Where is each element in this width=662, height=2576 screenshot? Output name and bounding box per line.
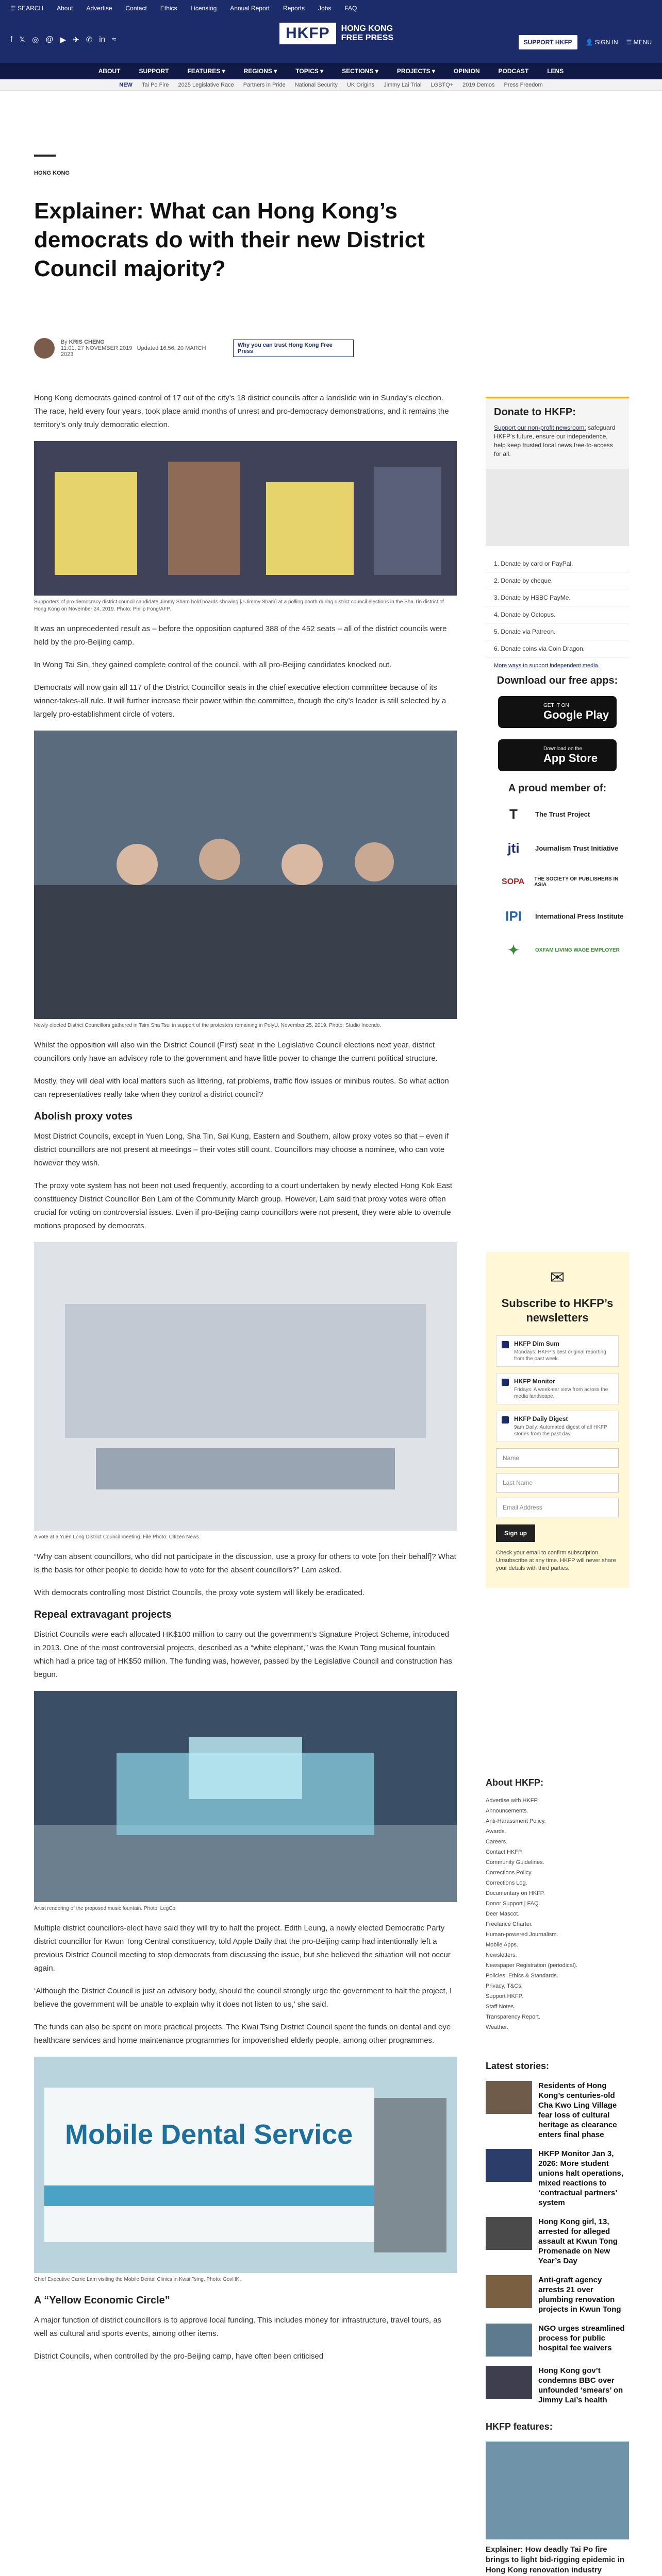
story-item[interactable]: Hong Kong girl, 13, arrested for alleged assault at Kwun Tong Promenade on New Year’s Day <box>486 2217 629 2266</box>
story-item[interactable]: HKFP Monitor Jan 3, 2026: More student unions halt operations, mixed reactions to ‘contractual partners’ system <box>486 2149 629 2208</box>
threads-icon[interactable]: @ <box>45 35 54 44</box>
feature-item[interactable]: Explainer: How deadly Tai Po fire brings to light bid-rigging epidemic in Hong Kong renovation industry <box>486 2442 629 2575</box>
fountain-rendering <box>34 1691 457 1902</box>
youtube-icon[interactable]: ▶ <box>60 36 67 44</box>
feature-image[interactable] <box>486 2442 629 2539</box>
x-icon[interactable]: 𝕏 <box>19 36 26 44</box>
section-heading: Repeal extravagant projects <box>34 1609 172 1620</box>
about-link[interactable]: Announcements. <box>486 1808 528 1814</box>
latest-stories <box>486 2061 629 2414</box>
nav-sections[interactable]: SECTIONS ▾ <box>342 67 378 75</box>
paragraph: In Wong Tai Sin, they gained complete control of the council, with all pro-Beijing candidates knocked out. <box>34 660 392 669</box>
about-link[interactable]: Documentary on HKFP. <box>486 1890 545 1896</box>
logo-text: HONG KONG FREE PRESS <box>341 24 394 42</box>
nav-projects[interactable]: PROJECTS ▾ <box>396 67 435 75</box>
donate-option[interactable]: 1. Donate by card or PayPal. <box>486 555 629 572</box>
about-link[interactable]: Privacy, T&Cs. <box>486 1983 523 1989</box>
about-title: About HKFP: <box>486 1777 543 1788</box>
nav-support[interactable]: SUPPORT <box>139 67 169 75</box>
email-input[interactable]: Email Address <box>496 1498 619 1517</box>
story-item[interactable]: Residents of Hong Kong’s centuries-old Cha Kwo Ling Village fear loss of cultural heritage as clearance enters final phase <box>486 2081 629 2140</box>
support-button[interactable]: SUPPORT HKFP <box>519 35 577 49</box>
topbar-contact[interactable]: Contact <box>125 5 147 12</box>
about-link[interactable]: Donor Support | FAQ. <box>486 1901 540 1907</box>
about-link[interactable]: Contact HKFP. <box>486 1849 523 1855</box>
member-logo[interactable]: SOPA THE SOCIETY OF PUBLISHERS IN ASIA <box>502 876 619 888</box>
dental-van-photo <box>34 2057 457 2273</box>
topbar-reports[interactable]: Reports <box>283 5 305 12</box>
apps-title: Download our free apps: <box>496 675 618 686</box>
about-link[interactable]: Advertise with HKFP. <box>486 1798 539 1804</box>
about-link[interactable]: Careers. <box>486 1839 508 1845</box>
search-link[interactable]: ☰ SEARCH <box>10 5 44 12</box>
newsletter-option[interactable]: HKFP Daily Digest 9am Daily: Automated digest of all HKFP stories from the past day. <box>496 1411 619 1442</box>
paragraph: The proxy vote system has not been not used frequently, according to a court undertaken by newly elected Hong Kok East constituency District Councillor Ben Lam of the Community March group. However, Lam said that proxy votes were often crucial for voting on controversial issues. Even if pro-Beijing camp councillors were not present, they were able to overrule motions proposed by democrats. <box>34 1181 453 1230</box>
paragraph: It was an unprecedented result as – before the opposition captured 388 of the 452 seats – all of the district councils were held by the pro-Beijing camp. <box>34 624 447 647</box>
nav-regions[interactable]: REGIONS ▾ <box>243 67 277 75</box>
donate-options <box>486 555 629 657</box>
signin-link[interactable]: 👤 SIGN IN <box>585 39 618 46</box>
apps-box <box>486 675 629 974</box>
topbar-annual-report[interactable]: Annual Report <box>230 5 270 12</box>
council-meeting-photo <box>34 1242 457 1531</box>
section-heading: A “Yellow Economic Circle” <box>34 2295 170 2306</box>
rss-icon[interactable]: ≈ <box>111 35 117 44</box>
about-link[interactable]: Corrections Policy. <box>486 1870 533 1876</box>
updated-date: Updated 16:56, 20 MARCH 2023 <box>60 345 206 358</box>
top-utility-bar <box>0 0 662 16</box>
donate-box <box>486 397 629 674</box>
donate-more-link[interactable]: More ways to support independent media. <box>494 663 600 669</box>
article-image <box>34 1691 457 1902</box>
paragraph: Democrats will now gain all 117 of the District Councillor seats in the chief executive election committee because of its winner-takes-all rule. It will further increase their power within the committee, though the city’s leader is still selected by a largely pro-establishment circle of voters. <box>34 683 446 719</box>
image-caption: Newly elected District Councillors gathered in Tsim Sha Tsui in support of the protesters remaining in PolyU, November 25, 2019. Photo: Studio Incendo. <box>34 1023 382 1028</box>
story-thumbnail[interactable] <box>486 2217 532 2250</box>
author-avatar <box>34 338 55 359</box>
story-thumbnail[interactable] <box>486 2324 532 2357</box>
newsletter-option[interactable]: HKFP Monitor Fridays: A week-ear view from across the media landscape. <box>496 1373 619 1404</box>
tag-link[interactable]: 2019 Demos <box>462 81 495 88</box>
tag-link[interactable]: Partners in Pride <box>243 81 286 88</box>
trust-link[interactable]: Why you can trust Hong Kong Free Press <box>233 340 354 357</box>
story-item[interactable]: Hong Kong gov’t condemns BBC over unfounded ‘smears’ on Jimmy Lai’s health <box>486 2366 629 2405</box>
article-body <box>34 392 457 2372</box>
publish-date: 11:01, 27 NOVEMBER 2019 <box>60 345 133 351</box>
paragraph: The funds can also be spent on more practical projects. The Kwai Tsing District Council spent the funds on dental and eye healthcare services and home maintenance programmes for impoverished elderly people, among other programmes. <box>34 2023 451 2045</box>
story-thumbnail[interactable] <box>486 2366 532 2399</box>
paragraph: District Councils, when controlled by the pro-Beijing camp, have often been criticised <box>34 2352 324 2361</box>
article-category[interactable]: HONG KONG <box>34 170 70 176</box>
about-link[interactable]: Deer Mascot. <box>486 1911 520 1917</box>
site-logo[interactable] <box>279 23 393 44</box>
about-link[interactable]: Mobile Apps. <box>486 1942 518 1948</box>
menu-button[interactable]: ☰ MENU <box>626 39 652 46</box>
features-title: HKFP features: <box>486 2421 553 2432</box>
about-box <box>486 1777 629 2032</box>
signup-button[interactable]: Sign up <box>496 1524 535 1542</box>
tag-link[interactable]: LGBTQ+ <box>431 81 454 88</box>
about-link[interactable]: Anti-Harassment Policy. <box>486 1818 546 1824</box>
byline: By KRIS CHENG 11:01, 27 NOVEMBER 2019 Updated 16:56, 20 MARCH 2023 Why you can trust Hong Kong Free Press <box>34 338 354 359</box>
newsletter-title: Subscribe to HKFP’s newsletters <box>501 1297 614 1324</box>
new-badge: NEW <box>119 81 133 88</box>
paragraph: Whilst the opposition will also win the District Council (First) seat in the Legislative Council elections next year, district councillors only have an advisory role to the government and have little power to change the current political structure. <box>34 1041 438 1063</box>
story-item[interactable]: Anti-graft agency arrests 21 over plumbing renovation projects in Kwun Tong <box>486 2275 629 2314</box>
social-links <box>10 35 116 44</box>
topbar-jobs[interactable]: Jobs <box>318 5 332 12</box>
paragraph: Mostly, they will deal with local matters such as littering, rat problems, traffic flow issues or minibus routes. So what action can representatives really take when they control a district council? <box>34 1077 449 1099</box>
telegram-icon[interactable]: ✈ <box>73 36 79 44</box>
paragraph: A major function of district councillors is to approve local funding. This includes money for infrastructure, travel tours, as well as cultural and sports events, among other items. <box>34 2316 442 2338</box>
paragraph: District Councils were each allocated HK$100 million to carry out the government’s Signature Project Scheme, introduced in 2013. One of the most controversial projects, described as a “white elephant,” was the Kwun Tong musical fountain which had a price tag of HK$50 million. The funding was, however, passed by the Legislative Council and construction has begun. <box>34 1630 453 1679</box>
checkbox-icon[interactable] <box>502 1341 509 1348</box>
section-heading: Abolish proxy votes <box>34 1111 133 1122</box>
donate-image <box>486 469 629 546</box>
image-caption: Chief Executive Carrie Lam visiting the Mobile Dental Clinics in Kwai Tsing. Photo: GovHK. <box>34 2277 241 2282</box>
about-link[interactable]: Transparency Report. <box>486 2014 540 2020</box>
app-store-button[interactable]: Download on the App Store <box>498 739 617 771</box>
topbar-advertise[interactable]: Advertise <box>86 5 112 12</box>
donate-option[interactable]: 4. Donate by Octopus. <box>486 606 629 623</box>
member-logo[interactable]: ✦ OXFAM LIVING WAGE EMPLOYER <box>508 942 620 958</box>
article-image <box>34 1242 457 1531</box>
member-title: A proud member of: <box>508 783 607 794</box>
donate-option[interactable]: 3. Donate by HSBC PayMe. <box>486 589 629 606</box>
nav-opinion[interactable]: OPINION <box>453 67 480 75</box>
main-nav <box>0 63 662 79</box>
about-link[interactable]: Newspaper Registration (periodical). <box>486 1962 577 1969</box>
story-thumbnail[interactable] <box>486 2149 532 2182</box>
article-image <box>34 441 457 596</box>
tag-link[interactable]: UK Origins <box>346 81 375 88</box>
google-play-button[interactable]: GET IT ON Google Play <box>498 696 617 728</box>
title-rule <box>34 155 56 157</box>
story-item[interactable]: NGO urges streamlined process for public hospital fee waivers <box>486 2324 629 2357</box>
image-caption: Artist rendering of the proposed music fountain. Photo: LegCo. <box>34 1906 177 1911</box>
about-link[interactable]: Support HKFP. <box>486 1993 523 1999</box>
about-link[interactable]: Awards. <box>486 1828 506 1835</box>
nav-topics[interactable]: TOPICS ▾ <box>295 67 324 75</box>
about-link[interactable]: Community Guidelines. <box>486 1859 544 1866</box>
about-link[interactable]: Weather. <box>486 2024 508 2030</box>
nav-podcast[interactable]: PODCAST <box>498 67 529 75</box>
donate-link[interactable]: Support our non-profit newsroom: <box>494 424 586 431</box>
topbar-about[interactable]: About <box>57 5 73 12</box>
paragraph: Multiple district councillors-elect have said they will try to halt the project. Edith Leung, a newly elected Democratic Party district councillor for Kwun Tong Central constituency, told Apple Daily that the pro-Beijing camp had intentionally left a previous District Council meeting to stop democrats from discussing the issue, but she believed the situation will not occur again. <box>34 1924 451 1973</box>
checkbox-icon[interactable] <box>502 1379 509 1386</box>
donate-title: Donate to HKFP: <box>494 406 576 418</box>
about-link[interactable]: Staff Notes. <box>486 2004 516 2010</box>
about-link[interactable]: Freelance Charter. <box>486 1921 533 1927</box>
author-name[interactable]: KRIS CHENG <box>69 339 105 345</box>
member-logo[interactable]: jti Journalism Trust Initiative <box>507 840 619 856</box>
about-link[interactable]: Newsletters. <box>486 1952 517 1958</box>
linkedin-icon[interactable]: in <box>99 35 105 44</box>
features-box <box>486 2421 629 2576</box>
tag-link[interactable]: National Security <box>294 81 338 88</box>
nav-about[interactable]: ABOUT <box>98 67 121 75</box>
member-logo[interactable]: T The Trust Project <box>509 806 590 822</box>
donate-option[interactable]: 5. Donate via Patreon. <box>486 623 629 640</box>
tag-link[interactable]: Tai Po Fire <box>141 81 169 88</box>
name-input[interactable]: Name <box>496 1448 619 1468</box>
about-link[interactable]: Human-powered Journalism. <box>486 1931 558 1938</box>
site-header <box>0 16 662 63</box>
newsletter-note: Check your email to confirm subscription. Unsubscribe at any time. HKFP will never share your details with third parties. <box>496 1550 616 1571</box>
donate-blurb: Support our non-profit newsroom: safeguard HKFP’s future, ensure our independence, help keep trusted local news free-to-access for all. <box>494 424 616 457</box>
topbar-ethics[interactable]: Ethics <box>160 5 177 12</box>
newsletter-option[interactable]: HKFP Dim Sum Mondays: HKFP’s best original reporting from the past week. <box>496 1335 619 1367</box>
paragraph: Hong Kong democrats gained control of 17 out of the city’s 18 district councils after a landslide win in Sunday’s election. The race, held every four years, took place amid months of unrest and pro-democracy demonstrations, and it remains the territory’s only truly democratic election. <box>34 394 449 429</box>
facebook-icon[interactable]: f <box>10 35 13 44</box>
topbar-licensing[interactable]: Licensing <box>190 5 217 12</box>
last-name-input[interactable]: Last Name <box>496 1473 619 1493</box>
protest-photo <box>34 441 457 596</box>
image-caption: A vote at a Yuen Long District Council meeting. File Photo: Citizen News. <box>34 1534 201 1540</box>
paragraph: “Why can absent councillors, who did not participate in the discussion, use a proxy for others to vote [on their behalf]? What is the basis for other people to decide how to vote for the absent councillors?” Lam asked. <box>34 1552 456 1574</box>
donate-option[interactable]: 2. Donate by cheque. <box>486 572 629 589</box>
about-links <box>486 1795 629 2032</box>
tag-link[interactable]: 2025 Legislative Race <box>178 81 234 88</box>
nav-lens[interactable]: LENS <box>547 67 564 75</box>
about-link[interactable]: Policies: Ethics & Standards. <box>486 1973 558 1979</box>
article-image <box>34 2057 457 2273</box>
topbar-faq[interactable]: FAQ <box>344 5 357 12</box>
paragraph: ‘Although the District Council is just an advisory body, should the council strongly urge the government to halt the project, I believe the government will be unable to explain why it does not listen to us,’ she said. <box>34 1987 452 2009</box>
donate-option[interactable]: 6. Donate coins via Coin Dragon. <box>486 640 629 657</box>
story-thumbnail[interactable] <box>486 2275 532 2308</box>
nav-features[interactable]: FEATURES ▾ <box>187 67 225 75</box>
van-signage: Mobile Dental Service <box>65 2119 353 2150</box>
paragraph: With democrats controlling most District Councils, the proxy vote system will likely be eradicated. <box>34 1588 365 1597</box>
whatsapp-icon[interactable]: ✆ <box>86 36 93 44</box>
image-caption: Supporters of pro-democracy district council candidate Jimmy Sham hold boards showing [J-Jimmy Sham] at a polling booth during district council elections in the Sha Tin district of Hong Kong on November 24, 2019. Photo: Philip Fong/AFP. <box>34 599 444 612</box>
trending-tags <box>0 79 662 91</box>
tag-link[interactable]: Jimmy Lai Trial <box>384 81 422 88</box>
article-title: Explainer: What can Hong Kong’s democrats do with their new District Council majority? <box>34 198 425 281</box>
article-image <box>34 731 457 1019</box>
latest-title: Latest stories: <box>486 2061 550 2071</box>
checkbox-icon[interactable] <box>502 1416 509 1423</box>
paragraph: Most District Councils, except in Yuen Long, Sha Tin, Sai Kung, Eastern and Southern, allow proxy votes so that – even if district councillors are not present at meetings – their votes still count. Councillors may choose a nominee, who can vote however they wish. <box>34 1132 449 1167</box>
tag-link[interactable]: Press Freedom <box>504 81 543 88</box>
councillors-photo <box>34 731 457 1019</box>
instagram-icon[interactable]: ◎ <box>32 36 39 44</box>
member-logo[interactable]: IPI International Press Institute <box>505 908 624 924</box>
envelope-icon: ✉ <box>550 1268 565 1287</box>
logo-mark: HKFP <box>279 23 336 44</box>
about-link[interactable]: Corrections Log. <box>486 1880 527 1886</box>
story-thumbnail[interactable] <box>486 2081 532 2114</box>
newsletter-box <box>486 1252 629 1588</box>
